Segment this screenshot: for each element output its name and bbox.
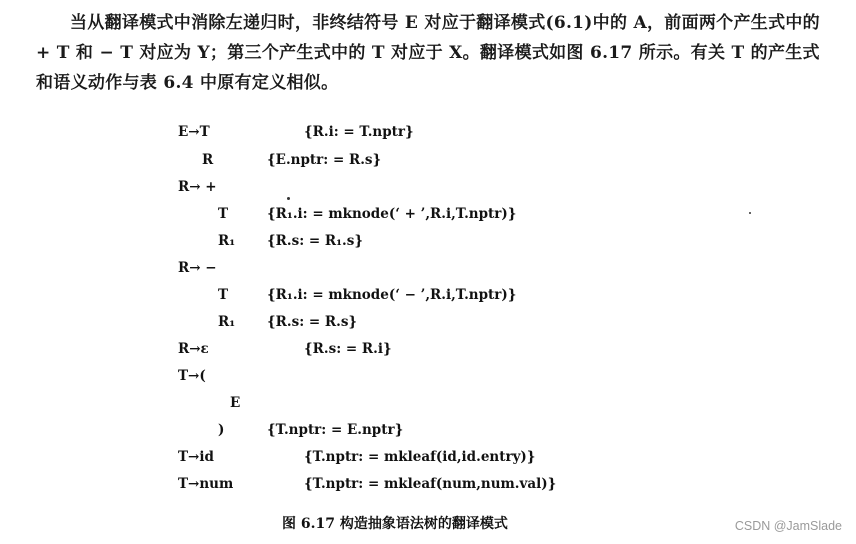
production-2: R bbox=[202, 152, 214, 168]
semantic-action-4: {R₁.i: = mknode(‘ + ’,R.i,T.nptr)} bbox=[267, 206, 517, 222]
production-8: R₁ bbox=[218, 314, 236, 330]
semantic-action-5: {R.s: = R₁.s} bbox=[267, 233, 364, 249]
semantic-action-1: {R.i: = T.nptr} bbox=[304, 124, 414, 140]
production-13: T→id bbox=[178, 449, 214, 465]
production-14: T→num bbox=[178, 476, 234, 492]
semantic-action-14: {T.nptr: = mkleaf(num,num.val)} bbox=[304, 476, 557, 492]
semantic-action-2: {E.nptr: = R.s} bbox=[267, 152, 382, 168]
scan-speck bbox=[287, 197, 290, 200]
semantic-action-7: {R₁.i: = mknode(‘ − ’,R.i,T.nptr)} bbox=[267, 287, 517, 303]
semantic-action-8: {R.s: = R.s} bbox=[267, 314, 358, 330]
production-9: R→ε bbox=[178, 341, 209, 357]
semantic-action-9: {R.s: = R.i} bbox=[304, 341, 392, 357]
production-7: T bbox=[218, 287, 229, 303]
production-12: ) bbox=[218, 422, 225, 438]
figure-caption: 图 6.17 构造抽象语法树的翻译模式 bbox=[282, 516, 508, 532]
semantic-action-13: {T.nptr: = mkleaf(id,id.entry)} bbox=[304, 449, 536, 465]
production-1: E→T bbox=[178, 124, 210, 140]
production-11: E bbox=[230, 395, 241, 411]
production-5: R₁ bbox=[218, 233, 236, 249]
production-4: T bbox=[218, 206, 229, 222]
semantic-action-12: {T.nptr: = E.nptr} bbox=[267, 422, 404, 438]
production-6: R→ − bbox=[178, 260, 217, 276]
production-3: R→ + bbox=[178, 179, 217, 195]
watermark: CSDN @JamSlade bbox=[734, 519, 842, 533]
production-10: T→( bbox=[178, 368, 206, 384]
body-paragraph: 当从翻译模式中消除左递归时，非终结符号 E 对应于翻译模式(6.1)中的 A，前面两个产生式中的 + T 和 − T 对应为 Y；第三个产生式中的 T 对应于 X。翻译模式如图 6.17 所示。有关 T 的产生式和语义动作与表 6.4 中原有定义相似。 bbox=[36, 13, 820, 93]
scan-speck bbox=[749, 212, 751, 214]
